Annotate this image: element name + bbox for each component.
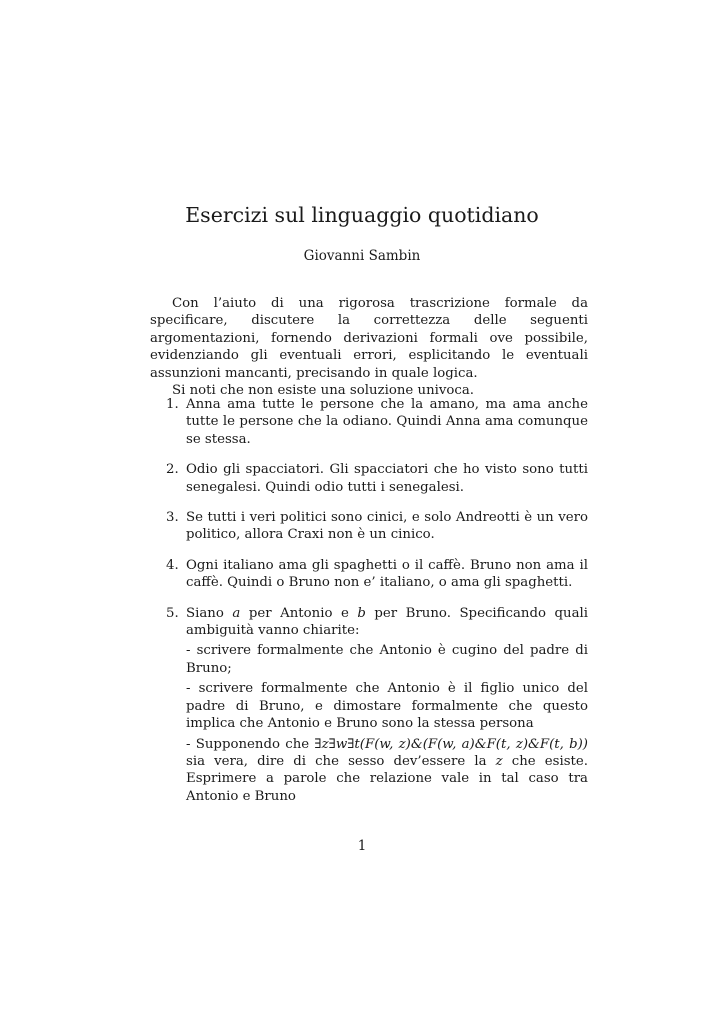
- exercise-item: [150, 461, 588, 496]
- exercise-number: 2.: [166, 462, 179, 478]
- exercise-item: [150, 605, 588, 805]
- math-formula: ∃z∃w∃t(F(w, z)&(F(w, a)&F(t, z)&F(t, b)): [314, 736, 588, 752]
- exercise-list: [150, 396, 588, 818]
- exercise-subpart: - Supponendo che ∃z∃w∃t(F(w, z)&(F(w, a)&F(t, z)&F(t, b)) sia vera, dire di che sesso dev’essere la z che esiste. Esprimere a parole che relazione vale in tal caso tra Antonio e Bruno: [186, 736, 588, 804]
- exercise-number: 3.: [166, 510, 179, 526]
- exercise-number: 5.: [166, 605, 179, 621]
- intro-paragraph: Con l’aiuto di una rigorosa trascrizione formale da specificare, discutere la correttezza delle seguenti argomentazioni, fornendo derivazioni formali ove possibile, evidenziando gli eventuali errori, esplicitando le eventuali assunzioni mancanti, precisando in quale logica.: [150, 296, 588, 381]
- exercise-number: 1.: [166, 397, 179, 412]
- exercise-number: 4.: [166, 557, 179, 573]
- math-var-a: a: [232, 605, 241, 621]
- intro-text: [150, 295, 588, 399]
- intro-note: Si noti che non esiste una soluzione univoca.: [172, 383, 475, 399]
- math-var-z: z: [495, 753, 503, 769]
- exercise-text: Se tutti i veri politici sono cinici, e solo Andreotti è un vero politico, allora Craxi non è un cinico.: [186, 510, 588, 543]
- exercise-subpart: - scrivere formalmente che Antonio è cugino del padre di Bruno;: [186, 643, 588, 676]
- page-title: Esercizi sul linguaggio quotidiano: [185, 203, 539, 227]
- exercise-text: Anna ama tutte le persone che la amano, ma ama anche tutte le persone che la odiano. Quindi Anna ama comunque se stessa.: [186, 397, 588, 447]
- exercise-lead: Siano a per Antonio e b per Bruno. Specificando quali ambiguità vanno chiarite:: [186, 605, 588, 639]
- exercise-text: Odio gli spacciatori. Gli spacciatori che ho visto sono tutti senegalesi. Quindi odio tutti i senegalesi.: [186, 462, 588, 495]
- page-number: 1: [357, 838, 367, 854]
- exercise-item: [150, 396, 588, 448]
- author-name: Giovanni Sambin: [303, 248, 421, 264]
- exercise-subpart: - scrivere formalmente che Antonio è il figlio unico del padre di Bruno, e dimostare formalmente che questo implica che Antonio e Bruno sono la stessa persona: [186, 681, 588, 732]
- exercise-item: [150, 557, 588, 592]
- math-var-b: b: [357, 605, 366, 621]
- exercise-text: Ogni italiano ama gli spaghetti o il caffè. Bruno non ama il caffè. Quindi o Bruno non e’ italiano, o ama gli spaghetti.: [186, 557, 588, 591]
- exercise-item: [150, 509, 588, 544]
